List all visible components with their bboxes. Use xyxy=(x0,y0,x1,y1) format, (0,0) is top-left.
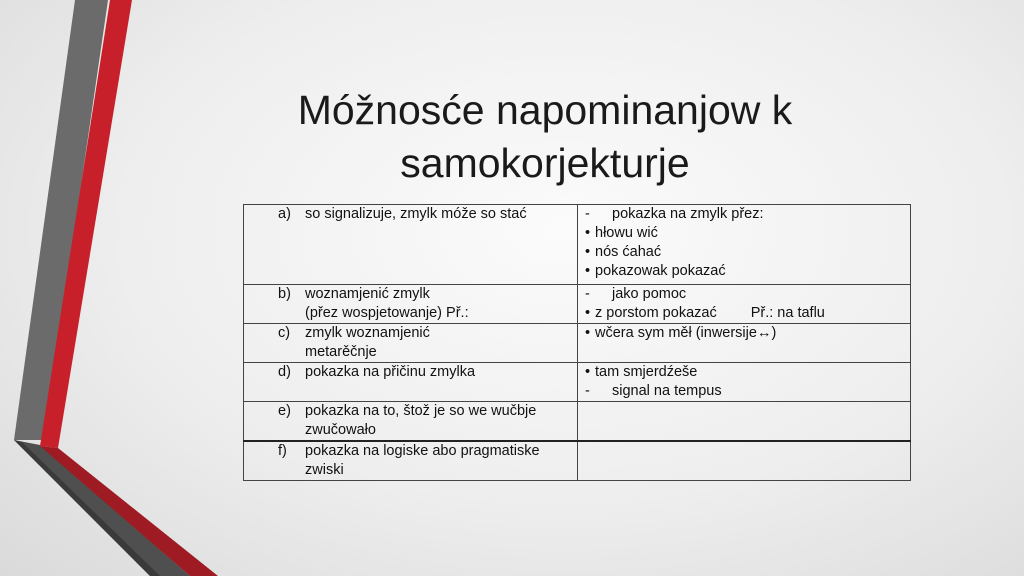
table-row xyxy=(244,285,911,324)
list-item: - signal na tempus xyxy=(585,383,722,399)
entry-label: c) xyxy=(278,325,291,341)
row-f-right xyxy=(578,441,911,481)
entry-text: woznamjenić zmylk (přez wospjetowanje) Př.: xyxy=(305,286,469,321)
entry-text: pokazka na logiske abo pragmatiske zwiski xyxy=(305,443,540,478)
row-f-left xyxy=(244,441,578,481)
entry xyxy=(244,442,577,480)
row-e-right xyxy=(578,402,911,442)
entry xyxy=(244,402,577,440)
entry-text: pokazka na přičinu zmylka xyxy=(305,364,476,380)
list-item: • nós ćahać xyxy=(585,244,662,260)
list-item: • pokazowak pokazać xyxy=(585,263,726,279)
title-line-2: samokorjekturje xyxy=(400,140,690,186)
row-d-left xyxy=(244,363,578,402)
list-item: • wčera sym měł (inwersije↔) xyxy=(585,325,777,341)
row-a-left xyxy=(244,205,578,285)
table-row xyxy=(244,363,911,402)
list-item: • z porstom pokazać Př.: na taflu xyxy=(585,305,825,321)
entry xyxy=(244,324,577,362)
entry xyxy=(244,285,577,323)
row-c-left xyxy=(244,324,578,363)
row-d-right xyxy=(578,363,911,402)
row-b-left xyxy=(244,285,578,324)
entry-text: zmylk woznamjenić metarěčnje xyxy=(305,325,430,360)
correction-table xyxy=(243,204,911,481)
table-row xyxy=(244,441,911,481)
list-item: • hłowu wić xyxy=(585,225,658,241)
list-item: - jako pomoc xyxy=(585,286,687,302)
table-row xyxy=(244,402,911,442)
gray-shadow-stripe xyxy=(14,440,160,576)
row-b-right xyxy=(578,285,911,324)
entry xyxy=(244,205,577,224)
row-a-right xyxy=(578,205,911,285)
list-item: • tam smjerdźeše xyxy=(585,364,698,380)
entry-text: pokazka na to, štož je so we wučbje zwučowało xyxy=(305,403,537,438)
slide-title xyxy=(250,84,840,190)
entry-label: e) xyxy=(278,403,291,419)
table-row xyxy=(244,205,911,285)
entry-text: so signalizuje, zmylk móže so stać xyxy=(305,206,527,222)
entry-label: b) xyxy=(278,286,291,302)
entry-label: f) xyxy=(278,443,287,459)
table-row xyxy=(244,324,911,363)
row-c-right xyxy=(578,324,911,363)
list-item: - pokazka na zmylk přez: xyxy=(585,206,764,222)
entry-label: d) xyxy=(278,364,291,380)
row-e-left xyxy=(244,402,578,442)
title-line-1: Móžnosće napominanjow k xyxy=(297,87,793,133)
entry-label: a) xyxy=(278,206,291,222)
red-lower-stripe xyxy=(40,446,218,576)
entry xyxy=(244,363,577,382)
